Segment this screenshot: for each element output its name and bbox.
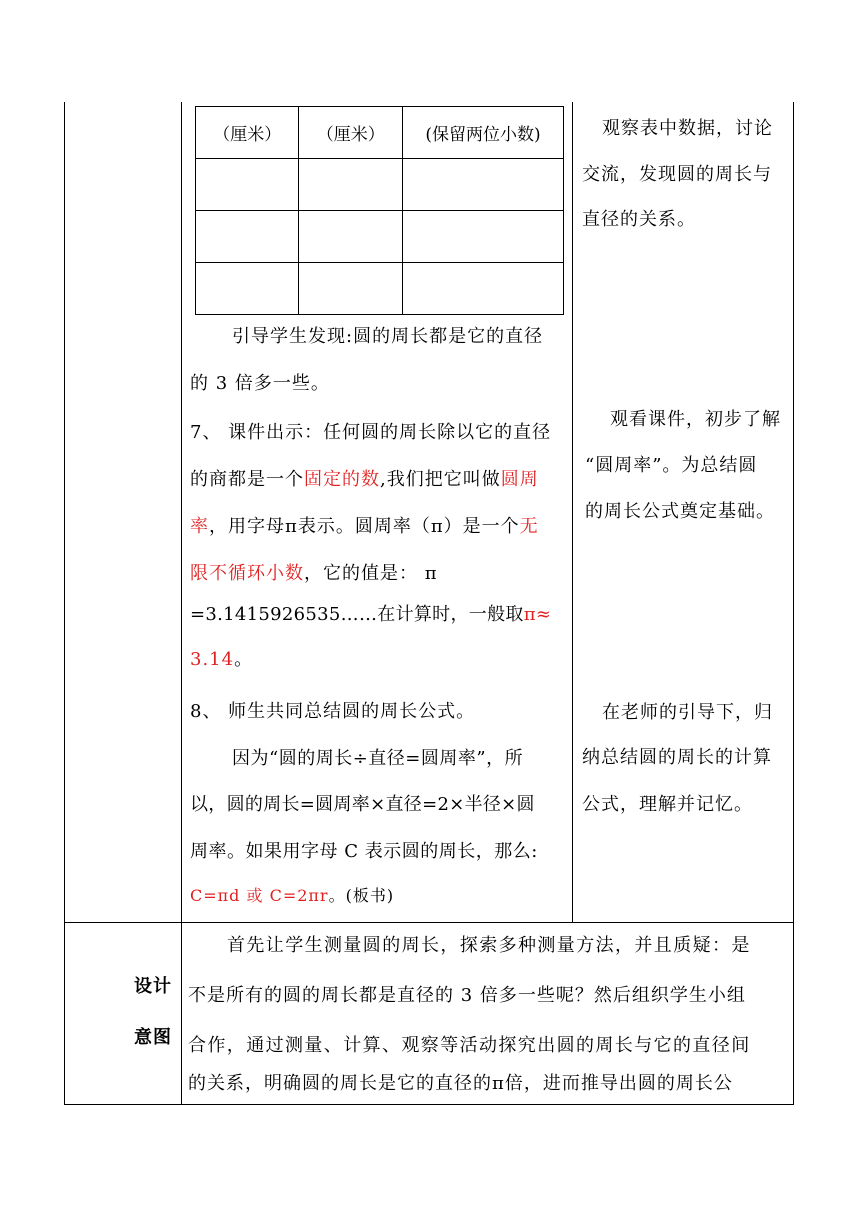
outer-bottom-border xyxy=(64,1104,794,1105)
student-b-line-2: “圆周率”。为总结圆 xyxy=(585,455,758,476)
student-c-line-1: 在老师的引导下，归 xyxy=(602,702,773,723)
step7-text: =3.1415926535……在计算时，一般取 xyxy=(190,604,524,625)
table-cell xyxy=(196,159,299,211)
highlight-pi-term: 率 xyxy=(190,516,209,537)
student-b-line-1: 观看课件，初步了解 xyxy=(610,409,781,430)
step7-text: ,我们把它叫做 xyxy=(380,469,501,490)
step7-line-6 xyxy=(190,650,253,670)
step7-line-5 xyxy=(190,605,551,625)
highlight-formula: C=πd 或 C=2πr xyxy=(190,886,329,905)
step7-line-3 xyxy=(190,517,539,537)
step8-text: 。(板书) xyxy=(328,886,395,905)
guide-line-1: 引导学生发现:圆的周长都是它的直径 xyxy=(232,326,544,347)
outer-left-border xyxy=(64,102,65,1105)
student-b-line-3: 的周长公式奠定基础。 xyxy=(585,501,775,522)
highlight-fixed-number: 固定的数 xyxy=(304,469,380,490)
step7-text: 的商都是一个 xyxy=(190,469,304,490)
design-label-line-1: 设计 xyxy=(134,976,172,997)
table-cell xyxy=(196,211,299,263)
design-line-2: 不是所有的圆的周长都是直径的 3 倍多一些呢？然后组织学生小组 xyxy=(188,985,746,1006)
table-cell xyxy=(402,211,563,263)
table-cell xyxy=(299,159,402,211)
table-cell xyxy=(299,263,402,315)
table-row xyxy=(196,211,564,263)
step8-line-4: 周率。如果用字母 C 表示圆的周长，那么: xyxy=(190,841,538,862)
highlight-pi-approx: π≈ xyxy=(523,604,552,625)
highlight-pi-value: 3.14 xyxy=(190,649,235,670)
step8-line-1: 8、 师生共同总结圆的周长公式。 xyxy=(190,701,476,722)
step8-line-2: 因为“圆的周长÷直径=圆周率”，所 xyxy=(232,748,524,769)
highlight-pi-term: 圆周 xyxy=(500,469,539,490)
table-cell xyxy=(299,211,402,263)
table-cell xyxy=(196,263,299,315)
table-header-row xyxy=(196,107,564,159)
step7-text: 。 xyxy=(234,649,254,670)
step7-line-4 xyxy=(190,564,438,584)
student-c-line-3: 公式，理解并记忆。 xyxy=(582,794,753,815)
step8-line-3: 以，圆的周长=圆周率×直径=2×半径×圆 xyxy=(190,794,535,815)
outer-right-border xyxy=(793,102,794,1105)
student-a-line-3: 直径的关系。 xyxy=(582,209,696,230)
measurement-table xyxy=(195,106,564,315)
guide-line-2: 的 3 倍多一些。 xyxy=(190,373,330,394)
row-divider xyxy=(64,922,794,923)
design-line-4: 的关系，明确圆的周长是它的直径的π倍，进而推导出圆的周长公 xyxy=(188,1073,733,1094)
table-row xyxy=(196,159,564,211)
table-cell xyxy=(402,159,563,211)
step7-text: ，用字母π表示。圆周率（π）是一个 xyxy=(209,516,520,537)
student-c-line-2: 纳总结圆的周长的计算 xyxy=(582,747,772,768)
student-a-line-1: 观察表中数据，讨论 xyxy=(602,118,773,139)
student-a-line-2: 交流，发现圆的周长与 xyxy=(582,164,772,185)
design-line-3: 合作，通过测量、计算、观察等活动探究出圆的周长与它的直径间 xyxy=(188,1035,751,1056)
design-label-line-2: 意图 xyxy=(134,1027,172,1048)
table-cell xyxy=(402,263,563,315)
step8-line-5 xyxy=(190,886,394,906)
step7-text: ，它的值是： π xyxy=(304,563,438,584)
step7-line-1: 7、 课件出示：任何圆的周长除以它的直径 xyxy=(190,422,552,443)
table-header-cell: （厘米） xyxy=(299,107,402,159)
table-row xyxy=(196,263,564,315)
highlight-irrational: 无 xyxy=(519,516,539,537)
outer-col-divider xyxy=(181,102,182,1105)
highlight-irrational: 限不循环小数 xyxy=(190,563,304,584)
outer-col-divider-2 xyxy=(572,102,573,923)
design-line-1: 首先让学生测量圆的周长，探索多种测量方法，并且质疑：是 xyxy=(227,935,751,956)
step7-line-2 xyxy=(190,470,539,490)
table-header-cell: （厘米） xyxy=(196,107,299,159)
table-header-cell: (保留两位小数) xyxy=(402,107,563,159)
